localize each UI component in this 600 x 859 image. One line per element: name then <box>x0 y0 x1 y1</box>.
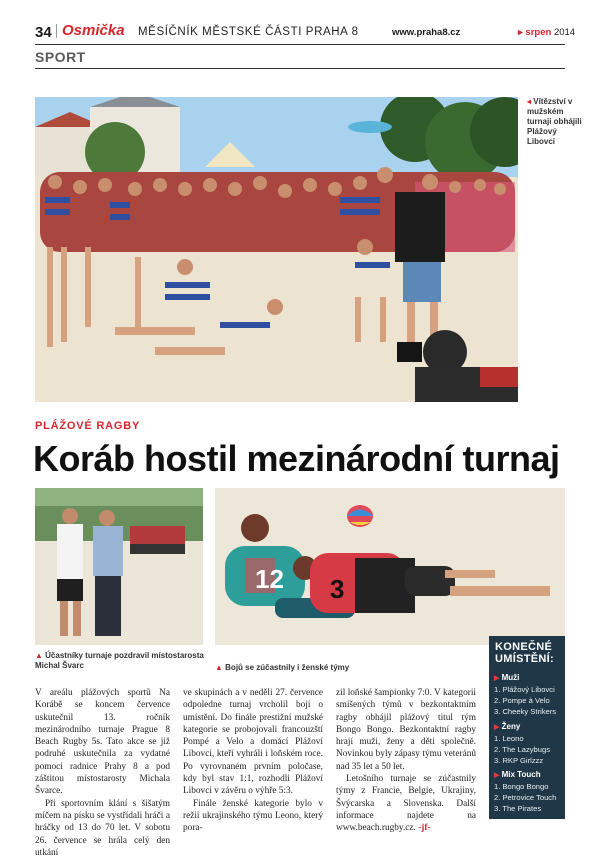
jersey-number-12: 12 <box>255 564 284 594</box>
category-label: Mix Touch <box>501 770 541 779</box>
page-number: 34 <box>35 24 52 41</box>
caption-arrow-icon: ▲ <box>35 651 43 660</box>
results-category-men <box>494 673 519 682</box>
results-box <box>489 636 565 819</box>
date-arrow-icon: ▸ <box>518 27 523 38</box>
brand-logo: Osmička <box>62 22 125 39</box>
jersey-number-3: 3 <box>330 574 345 604</box>
header-separator <box>56 24 57 38</box>
issue-date <box>518 27 575 38</box>
main-photo-caption-text: Vítězství v mužském turnaji obhájili Plážový Libovci <box>527 97 582 146</box>
article-column-1 <box>35 687 170 859</box>
result-item: 3. RKP Girlzzz <box>494 756 544 765</box>
article-headline: Koráb hostil mezinárodní turnaj <box>33 438 560 479</box>
main-photo-caption <box>527 97 587 147</box>
photo2-caption-text: Účastníky turnaje pozdravil místostarosta Michal Švarc <box>35 651 204 670</box>
category-arrow-icon: ▶ <box>494 675 500 682</box>
womens-match-illustration <box>215 488 565 645</box>
article-paragraph: ve skupinách a v neděli 27. července odpoledne turnaj vrcholil boji o umístění. Do finále prestižní mužské kategorie se probojovali francouzští Pompé a Velo a domácí Plážoví Libovci, kteří vyhráli i loňském roce. Po vyrovnaném prvním poločase, kdy byl stav 1:1, rozhodli Plážoví Libovci v závěru o výhře 5:3. <box>183 688 323 797</box>
issue-year: 2014 <box>553 27 576 38</box>
result-item: 1. Bongo Bongo <box>494 782 549 791</box>
photo2-caption <box>35 651 205 671</box>
article-paragraph: V areálu plážových sportů Na Korábě se koncem července uskutečnil 13. ročník mezinárodního turnaje Prague 8 Beach Rugby 5s. Tato akce se již podruhé uskutečnila za vydatné pomoci radnice Prahy 8 a pod záštitou místostarosty Michala Švarce. <box>35 688 170 797</box>
category-arrow-icon: ▶ <box>494 724 500 731</box>
article-paragraph-text: Letošního turnaje se zúčastnily týmy z Francie, Belgie, Ukrajiny, Švýcarska a Slovenska. Další informace najdete na www.beach.rugby.cz. <box>336 774 476 834</box>
article-kicker: PLÁŽOVÉ RAGBY <box>35 420 141 432</box>
article-paragraph: Při sportovním klání s šišatým míčem na písku se vystřídali hráči a hráčky od 13 do 70 let. V sobotu 26. července se hrála celý den utkání <box>35 798 170 858</box>
result-item: 2. Pompe à Velo <box>494 696 550 705</box>
result-item: 1. Leono <box>494 734 524 743</box>
magazine-subtitle: MĚSÍČNÍK MĚSTSKÉ ČÁSTI PRAHA 8 <box>138 26 359 38</box>
results-title-line2: UMÍSTĚNÍ: <box>495 653 554 665</box>
results-title-line1: KONEČNÉ <box>495 641 553 653</box>
section-title: SPORT <box>35 49 86 65</box>
womens-match-photo <box>215 488 565 645</box>
vice-mayor-illustration <box>35 488 203 645</box>
caption-arrow-icon: ▲ <box>215 663 223 672</box>
caption-arrow-icon: ◂ <box>527 97 532 106</box>
results-category-women <box>494 722 520 731</box>
article-column-3 <box>336 687 476 835</box>
result-item: 1. Plážový Libovci <box>494 685 555 694</box>
article-paragraph: Finále ženské kategorie bylo v režii ukrajinského týmu Leono, který pora- <box>183 798 323 834</box>
website-url: www.praha8.cz <box>392 27 461 38</box>
vice-mayor-photo <box>35 488 203 645</box>
header-rule <box>35 44 565 45</box>
issue-month: srpen <box>525 27 552 38</box>
article-paragraph: zil loňské šampionky 7:0. V kategorii smíšených týmů v bezkontaktním ragby obhájil plážový titul tým Bongo Bongo. Bezkontaktní ragby hrají muži, ženy a děti společně. Novinkou byly zápasy týmu veteránů nad 35 let a 50 let. <box>336 688 476 772</box>
results-category-mix <box>494 770 541 779</box>
result-item: 3. The Pirates <box>494 804 542 813</box>
result-item: 2. Petrovice Touch <box>494 793 557 802</box>
photo3-caption-text: Bojů se zúčastnily i ženské týmy <box>225 663 350 672</box>
result-item: 2. The Lazybugs <box>494 745 551 754</box>
team-photo-illustration <box>35 97 518 402</box>
category-arrow-icon: ▶ <box>494 772 500 779</box>
article-column-2 <box>183 687 323 835</box>
photo3-caption <box>215 663 415 672</box>
article-paragraph <box>336 773 476 834</box>
main-team-photo <box>35 97 518 402</box>
section-rule <box>35 68 565 69</box>
category-label: Ženy <box>501 722 521 731</box>
results-title <box>495 641 554 665</box>
author-signature: -jf- <box>418 823 431 834</box>
result-item: 3. Cheeky Strikers <box>494 707 557 716</box>
category-label: Muži <box>501 673 520 682</box>
